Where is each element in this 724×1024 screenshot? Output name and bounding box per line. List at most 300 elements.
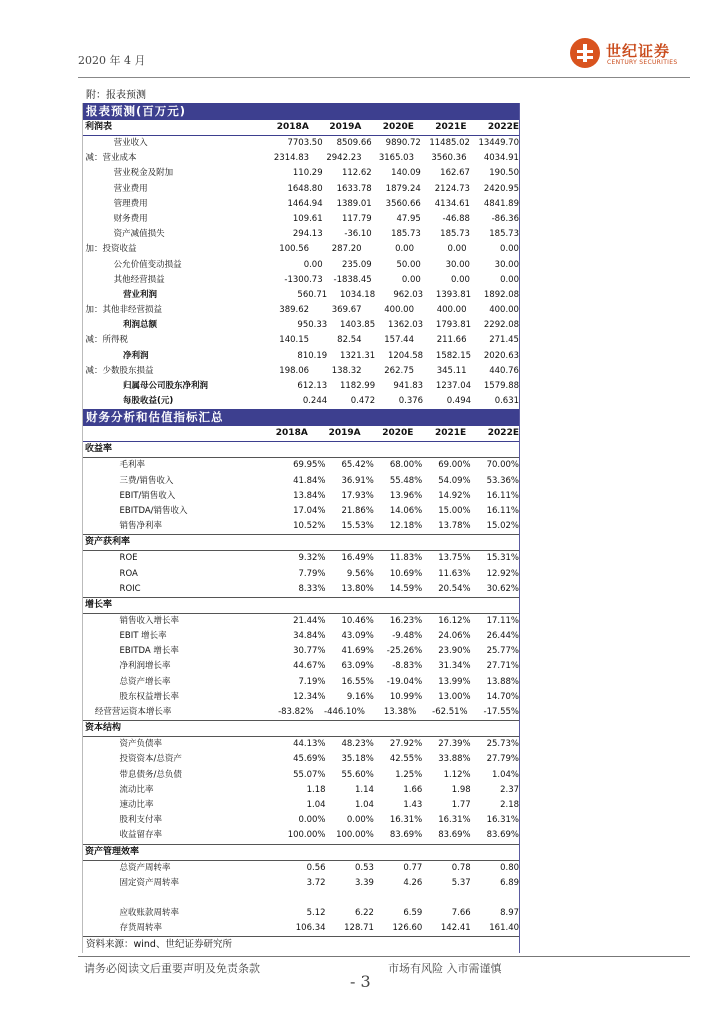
- cell-value: 6.89: [500, 877, 520, 888]
- cell-value: -83.82%: [278, 707, 314, 717]
- cell-value: 612.13: [297, 381, 328, 391]
- cell-value: 13.96%: [389, 490, 423, 501]
- cell-value: 100.56: [279, 244, 310, 255]
- cell-value: 20.54%: [438, 583, 471, 594]
- table-row: [83, 136, 519, 151]
- row-label: 加：其他非经营损益: [85, 305, 163, 316]
- cell-value: 4.26: [403, 877, 423, 888]
- cell-value: 0.00: [500, 244, 519, 255]
- table-row: [83, 273, 519, 288]
- row-label: EBITDA/销售收入: [119, 505, 188, 516]
- cell-value: 0.80: [500, 862, 520, 873]
- cell-value: 17.11%: [486, 615, 520, 626]
- cell-value: 106.34: [295, 923, 326, 934]
- cell-value: 3560.36: [431, 153, 467, 164]
- cell-value: 262.75: [384, 365, 414, 376]
- cell-value: 3560.66: [385, 198, 421, 209]
- cell-value: 1237.04: [435, 381, 472, 391]
- col-header: 2021E: [434, 428, 467, 439]
- cell-value: 110.29: [292, 168, 323, 179]
- cell-value: 10.46%: [341, 615, 374, 626]
- cell-value: 13449.70: [478, 138, 519, 148]
- cell-value: 12.18%: [389, 521, 423, 532]
- row-label: 归属母公司股东净利润: [122, 381, 208, 391]
- cell-value: 389.62: [279, 305, 310, 316]
- row-label: 总资产周转率: [119, 862, 171, 873]
- table-row: [83, 861, 519, 876]
- income-statement-label: 利润表: [85, 122, 113, 132]
- cell-value: 16.49%: [341, 553, 374, 564]
- source-note: 资料来源：wind、世纪证券研究所: [83, 936, 519, 953]
- cell-value: 140.09: [391, 168, 421, 179]
- cell-value: 10.99%: [389, 691, 423, 702]
- cell-value: 1393.81: [435, 289, 472, 300]
- table-row: [83, 166, 519, 181]
- cell-value: 1579.88: [483, 381, 520, 391]
- cell-value: 190.50: [489, 168, 519, 179]
- cell-value: 0.00%: [298, 815, 326, 826]
- table-row: [83, 333, 519, 348]
- cell-value: 1034.18: [339, 289, 376, 300]
- cell-value: 1362.03: [387, 320, 424, 331]
- cell-value: 27.71%: [486, 661, 520, 672]
- cell-value: 0.376: [398, 396, 424, 407]
- cell-value: 3.72: [306, 877, 326, 888]
- table-row: [83, 349, 519, 364]
- cell-value: [374, 891, 422, 906]
- cell-value: 1648.80: [287, 183, 323, 194]
- cell-value: 1793.81: [435, 320, 472, 331]
- cell-value: 43.09%: [341, 631, 374, 642]
- cell-value: 1892.08: [483, 289, 520, 300]
- cell-value: 12.92%: [486, 568, 520, 579]
- section-analysis-title: 财务分析和估值指标汇总: [83, 409, 519, 426]
- cell-value: -9.48%: [392, 631, 423, 642]
- table-row: [83, 582, 519, 597]
- cell-value: 2.18: [500, 799, 520, 810]
- table-row: [83, 151, 519, 166]
- financial-table: [82, 103, 520, 953]
- table-row: [83, 644, 519, 659]
- table-row: [83, 783, 519, 798]
- row-label: 股东权益增长率: [119, 691, 180, 702]
- cell-value: 198.06: [279, 365, 310, 376]
- cell-value: 25.77%: [486, 646, 520, 657]
- cell-value: 0.00: [401, 274, 421, 285]
- cell-value: 26.44%: [486, 631, 520, 642]
- cell-value: -86.36: [491, 213, 519, 224]
- group-title: 资产管理效率: [83, 844, 519, 861]
- cell-value: 44.13%: [293, 739, 326, 750]
- cell-value: 0.77: [403, 862, 423, 873]
- logo-text-cn: 世纪证券: [606, 42, 671, 60]
- row-label: 净利润: [122, 350, 149, 361]
- cell-value: 100.00%: [287, 830, 326, 841]
- table-row: [83, 227, 519, 242]
- cell-value: 7.79%: [298, 568, 326, 579]
- row-label: 毛利率: [119, 460, 146, 471]
- cell-value: 157.44: [384, 335, 414, 346]
- row-label: 销售收入增长率: [119, 615, 180, 626]
- row-label: 应收账款周转率: [119, 908, 180, 919]
- table-row: [83, 258, 519, 273]
- cell-value: 8.33%: [298, 583, 326, 594]
- row-label: ROIC: [119, 583, 141, 594]
- cell-value: 55.48%: [389, 475, 423, 486]
- cell-value: 63.09%: [341, 661, 374, 672]
- cell-value: -1300.73: [284, 274, 323, 285]
- cell-value: 8509.66: [336, 138, 372, 148]
- analysis-header-row: [83, 426, 519, 442]
- table-row: [83, 752, 519, 767]
- row-label: [83, 891, 277, 906]
- table-row: [83, 318, 519, 333]
- cell-value: 1582.15: [435, 350, 472, 361]
- row-label: EBITDA 增长率: [119, 646, 179, 657]
- cell-value: 1.66: [403, 784, 423, 795]
- cell-value: 0.00: [500, 274, 519, 285]
- cell-value: 142.41: [440, 923, 471, 934]
- cell-value: 0.00: [395, 244, 414, 255]
- row-label: 财务费用: [113, 213, 148, 224]
- cell-value: 30.00: [494, 259, 519, 270]
- cell-value: 16.23%: [389, 615, 423, 626]
- cell-value: 161.40: [489, 923, 520, 934]
- cell-value: 34.84%: [293, 631, 326, 642]
- cell-value: 400.00: [436, 305, 467, 316]
- cell-value: 112.62: [341, 168, 372, 179]
- table-row: [83, 242, 519, 257]
- row-label: 减：所得税: [85, 335, 129, 346]
- table-row: [83, 504, 519, 519]
- cell-value: 1.18: [306, 784, 326, 795]
- cell-value: 100.00%: [336, 830, 374, 841]
- cell-value: 17.93%: [341, 490, 374, 501]
- cell-value: 68.00%: [389, 460, 423, 471]
- cell-value: 400.00: [489, 305, 519, 316]
- row-label: 速动比率: [119, 799, 154, 810]
- cell-value: 235.09: [341, 259, 372, 270]
- table-row: [83, 659, 519, 674]
- cell-value: 2292.08: [483, 320, 520, 331]
- cell-value: 14.59%: [389, 583, 423, 594]
- cell-value: 14.06%: [389, 505, 423, 516]
- cell-value: [471, 891, 519, 906]
- row-label: 带息债务/总负债: [119, 769, 182, 780]
- cell-value: 2942.23: [326, 153, 362, 164]
- row-label: EBIT/销售收入: [119, 490, 176, 501]
- cell-value: 24.06%: [438, 631, 471, 642]
- cell-value: 30.00: [445, 259, 470, 270]
- cell-value: 117.79: [341, 213, 372, 224]
- cell-value: 36.91%: [341, 475, 374, 486]
- row-label: 每股收益(元): [122, 396, 174, 407]
- cell-value: 1464.94: [287, 198, 323, 209]
- cell-value: 25.73%: [486, 739, 520, 750]
- cell-value: 1.98: [451, 784, 471, 795]
- cell-value: 11.63%: [438, 568, 471, 579]
- footer-risk-warning: 市场有风险 入市需谨慎: [388, 962, 502, 975]
- cell-value: 83.69%: [438, 830, 471, 841]
- table-row: [83, 519, 519, 534]
- row-label: 其他经营损益: [113, 274, 165, 285]
- row-label: ROE: [119, 553, 138, 564]
- row-label: 资产负债率: [119, 739, 163, 750]
- cell-value: -62.51%: [432, 707, 468, 717]
- row-label: 经营营运资本增长率: [94, 707, 172, 717]
- table-row: [83, 876, 519, 891]
- table-row: [83, 675, 519, 690]
- cell-value: [277, 891, 325, 906]
- row-label: 股利支付率: [119, 815, 163, 826]
- cell-value: -446.10%: [324, 707, 365, 717]
- table-row: [83, 705, 519, 720]
- row-label: 营业费用: [113, 183, 148, 194]
- cell-value: 16.11%: [486, 505, 520, 516]
- cell-value: 16.12%: [438, 615, 471, 626]
- col-header: 2018A: [276, 122, 309, 132]
- cell-value: 185.73: [440, 229, 470, 240]
- group-title: 收益率: [83, 442, 519, 458]
- cell-value: 9.16%: [346, 691, 374, 702]
- cell-value: 15.00%: [438, 505, 471, 516]
- cell-value: -19.04%: [386, 676, 423, 687]
- table-row: [83, 798, 519, 813]
- cell-value: 15.53%: [341, 521, 374, 532]
- cell-value: 0.56: [306, 862, 326, 873]
- cell-value: 13.78%: [438, 521, 471, 532]
- cell-value: 1.04%: [492, 769, 520, 780]
- cell-value: 69.00%: [438, 460, 471, 471]
- header-divider: [78, 77, 690, 78]
- cell-value: 185.73: [489, 229, 519, 240]
- cell-value: 0.631: [494, 396, 520, 407]
- table-row: [83, 182, 519, 197]
- cell-value: 1321.31: [339, 350, 376, 361]
- cell-value: 27.92%: [389, 739, 423, 750]
- row-label: 收益留存率: [119, 830, 163, 841]
- cell-value: 16.11%: [486, 490, 520, 501]
- cell-value: 1.25%: [395, 769, 423, 780]
- cell-value: 1182.99: [339, 381, 376, 391]
- cell-value: 15.02%: [486, 521, 520, 532]
- section-forecast-title: 报表预测(百万元): [83, 103, 519, 120]
- row-label: 净利润增长率: [119, 661, 171, 672]
- cell-value: 14.70%: [486, 691, 520, 702]
- cell-value: 15.31%: [486, 553, 520, 564]
- cell-value: 44.67%: [293, 661, 326, 672]
- cell-value: 560.71: [297, 289, 328, 300]
- table-row: [83, 906, 519, 921]
- row-label: 销售净利率: [119, 521, 163, 532]
- cell-value: 13.84%: [293, 490, 326, 501]
- table-row: [83, 614, 519, 629]
- cell-value: -1838.45: [333, 274, 372, 285]
- cell-value: 82.54: [337, 335, 362, 346]
- cell-value: -17.55%: [483, 707, 519, 717]
- cell-value: 140.15: [279, 335, 310, 346]
- row-label: 流动比率: [119, 784, 154, 795]
- cell-value: 13.00%: [438, 691, 471, 702]
- table-row: [83, 489, 519, 504]
- table-row: [83, 197, 519, 212]
- cell-value: 30.62%: [486, 583, 520, 594]
- cell-value: 440.76: [489, 365, 519, 376]
- cell-value: 9.32%: [298, 553, 326, 564]
- cell-value: 54.09%: [438, 475, 471, 486]
- cell-value: 345.11: [436, 365, 467, 376]
- table-row: [83, 813, 519, 828]
- cell-value: 53.36%: [486, 475, 520, 486]
- col-header: 2022E: [487, 122, 520, 132]
- footer-disclaimer: 请务必阅读文后重要声明及免责条款: [84, 962, 260, 975]
- cell-value: 41.69%: [341, 646, 374, 657]
- cell-value: 42.55%: [389, 754, 423, 765]
- cell-value: 185.73: [391, 229, 421, 240]
- cell-value: -46.88: [442, 213, 470, 224]
- cell-value: 2314.83: [273, 153, 310, 164]
- cell-value: 23.90%: [438, 646, 471, 657]
- cell-value: 14.92%: [438, 490, 471, 501]
- cell-value: 30.77%: [293, 646, 326, 657]
- cell-value: 13.38%: [383, 707, 417, 717]
- cell-value: 5.37: [451, 877, 471, 888]
- table-row: [83, 303, 519, 318]
- table-row: [83, 629, 519, 644]
- page-number: - 3: [350, 972, 371, 991]
- logo-text-en: CENTURY SECURITIES: [607, 59, 678, 66]
- cell-value: 0.78: [451, 862, 471, 873]
- cell-value: 55.07%: [293, 769, 326, 780]
- cell-value: 7.66: [451, 908, 471, 919]
- table-row: [83, 364, 519, 379]
- cell-value: 271.45: [489, 335, 519, 346]
- table-row: [83, 567, 519, 582]
- row-label: 营业收入: [113, 138, 148, 148]
- cell-value: -36.10: [344, 229, 372, 240]
- cell-value: [326, 891, 374, 906]
- cell-value: 1879.24: [385, 183, 421, 194]
- cell-value: 12.34%: [293, 691, 326, 702]
- report-date: 2020 年 4 月: [78, 54, 146, 67]
- group-title: 增长率: [83, 597, 519, 614]
- cell-value: 4034.91: [483, 153, 519, 164]
- income-header-row: [83, 120, 519, 136]
- cell-value: 35.18%: [341, 754, 374, 765]
- row-label: 固定资产周转率: [119, 877, 180, 888]
- cell-value: 1.43: [403, 799, 423, 810]
- cell-value: 2420.95: [483, 183, 519, 194]
- row-label: EBIT 增长率: [119, 631, 167, 642]
- cell-value: 27.79%: [486, 754, 520, 765]
- income-statement-body: [83, 136, 519, 409]
- analysis-body: [83, 442, 519, 936]
- logo-icon: [570, 38, 600, 68]
- table-row: [83, 394, 519, 409]
- cell-value: 13.80%: [341, 583, 374, 594]
- row-label: 加：投资收益: [85, 244, 137, 255]
- table-row: [83, 921, 519, 936]
- cell-value: 0.244: [302, 396, 328, 407]
- cell-value: 3.39: [354, 877, 374, 888]
- cell-value: 369.67: [331, 305, 362, 316]
- cell-value: 126.60: [392, 923, 423, 934]
- cell-value: 48.23%: [341, 739, 374, 750]
- cell-value: 13.99%: [438, 676, 471, 687]
- table-row: [83, 212, 519, 227]
- cell-value: 109.61: [292, 213, 323, 224]
- cell-value: 17.04%: [293, 505, 326, 516]
- cell-value: 0.00: [450, 274, 470, 285]
- row-label: 利润总额: [122, 320, 157, 331]
- cell-value: 4841.89: [483, 198, 519, 209]
- cell-value: 16.55%: [341, 676, 374, 687]
- col-header: 2020E: [382, 122, 414, 132]
- table-row: [83, 474, 519, 489]
- table-row: [83, 768, 519, 783]
- cell-value: 294.13: [292, 229, 323, 240]
- row-label: 管理费用: [113, 198, 148, 209]
- cell-value: 4134.61: [434, 198, 470, 209]
- cell-value: 16.31%: [389, 815, 423, 826]
- cell-value: 1.04: [306, 799, 326, 810]
- cell-value: 6.59: [403, 908, 423, 919]
- row-label: 营业利润: [122, 289, 157, 300]
- row-label: 公允价值变动损益: [113, 259, 182, 270]
- cell-value: 9890.72: [385, 138, 421, 148]
- cell-value: 3165.03: [378, 153, 414, 164]
- cell-value: 7.19%: [298, 676, 326, 687]
- cell-value: 69.95%: [293, 460, 326, 471]
- table-row: [83, 458, 519, 473]
- table-row: [83, 379, 519, 394]
- cell-value: 1204.58: [387, 350, 424, 361]
- table-row: [83, 737, 519, 752]
- cell-value: 50.00: [396, 259, 421, 270]
- cell-value: 83.69%: [389, 830, 423, 841]
- table-row: [83, 690, 519, 705]
- cell-value: 0.00%: [346, 815, 374, 826]
- cell-value: 5.12: [306, 908, 326, 919]
- row-label: 减：营业成本: [85, 153, 137, 164]
- row-label: 营业税金及附加: [113, 168, 174, 179]
- cell-value: 8.97: [500, 908, 520, 919]
- cell-value: 21.44%: [293, 615, 326, 626]
- group-title: 资产获利率: [83, 534, 519, 551]
- cell-value: 0.00: [447, 244, 467, 255]
- cell-value: 2124.73: [434, 183, 470, 194]
- cell-value: 1.14: [354, 784, 374, 795]
- cell-value: 400.00: [384, 305, 414, 316]
- table-row: [83, 828, 519, 843]
- row-label: 投资资本/总资产: [119, 754, 182, 765]
- cell-value: 16.31%: [438, 815, 471, 826]
- cell-value: 70.00%: [486, 460, 520, 471]
- col-header: 2021E: [435, 122, 467, 132]
- cell-value: 941.83: [393, 381, 424, 391]
- cell-value: 1.12%: [443, 769, 471, 780]
- cell-value: 1633.78: [336, 183, 372, 194]
- cell-value: 810.19: [297, 350, 328, 361]
- cell-value: 10.69%: [389, 568, 423, 579]
- cell-value: 41.84%: [293, 475, 326, 486]
- cell-value: 11485.02: [429, 138, 470, 148]
- cell-value: 1403.85: [339, 320, 376, 331]
- cell-value: 962.03: [393, 289, 424, 300]
- cell-value: 33.88%: [438, 754, 471, 765]
- cell-value: 47.95: [396, 213, 421, 224]
- col-header: 2022E: [487, 428, 519, 439]
